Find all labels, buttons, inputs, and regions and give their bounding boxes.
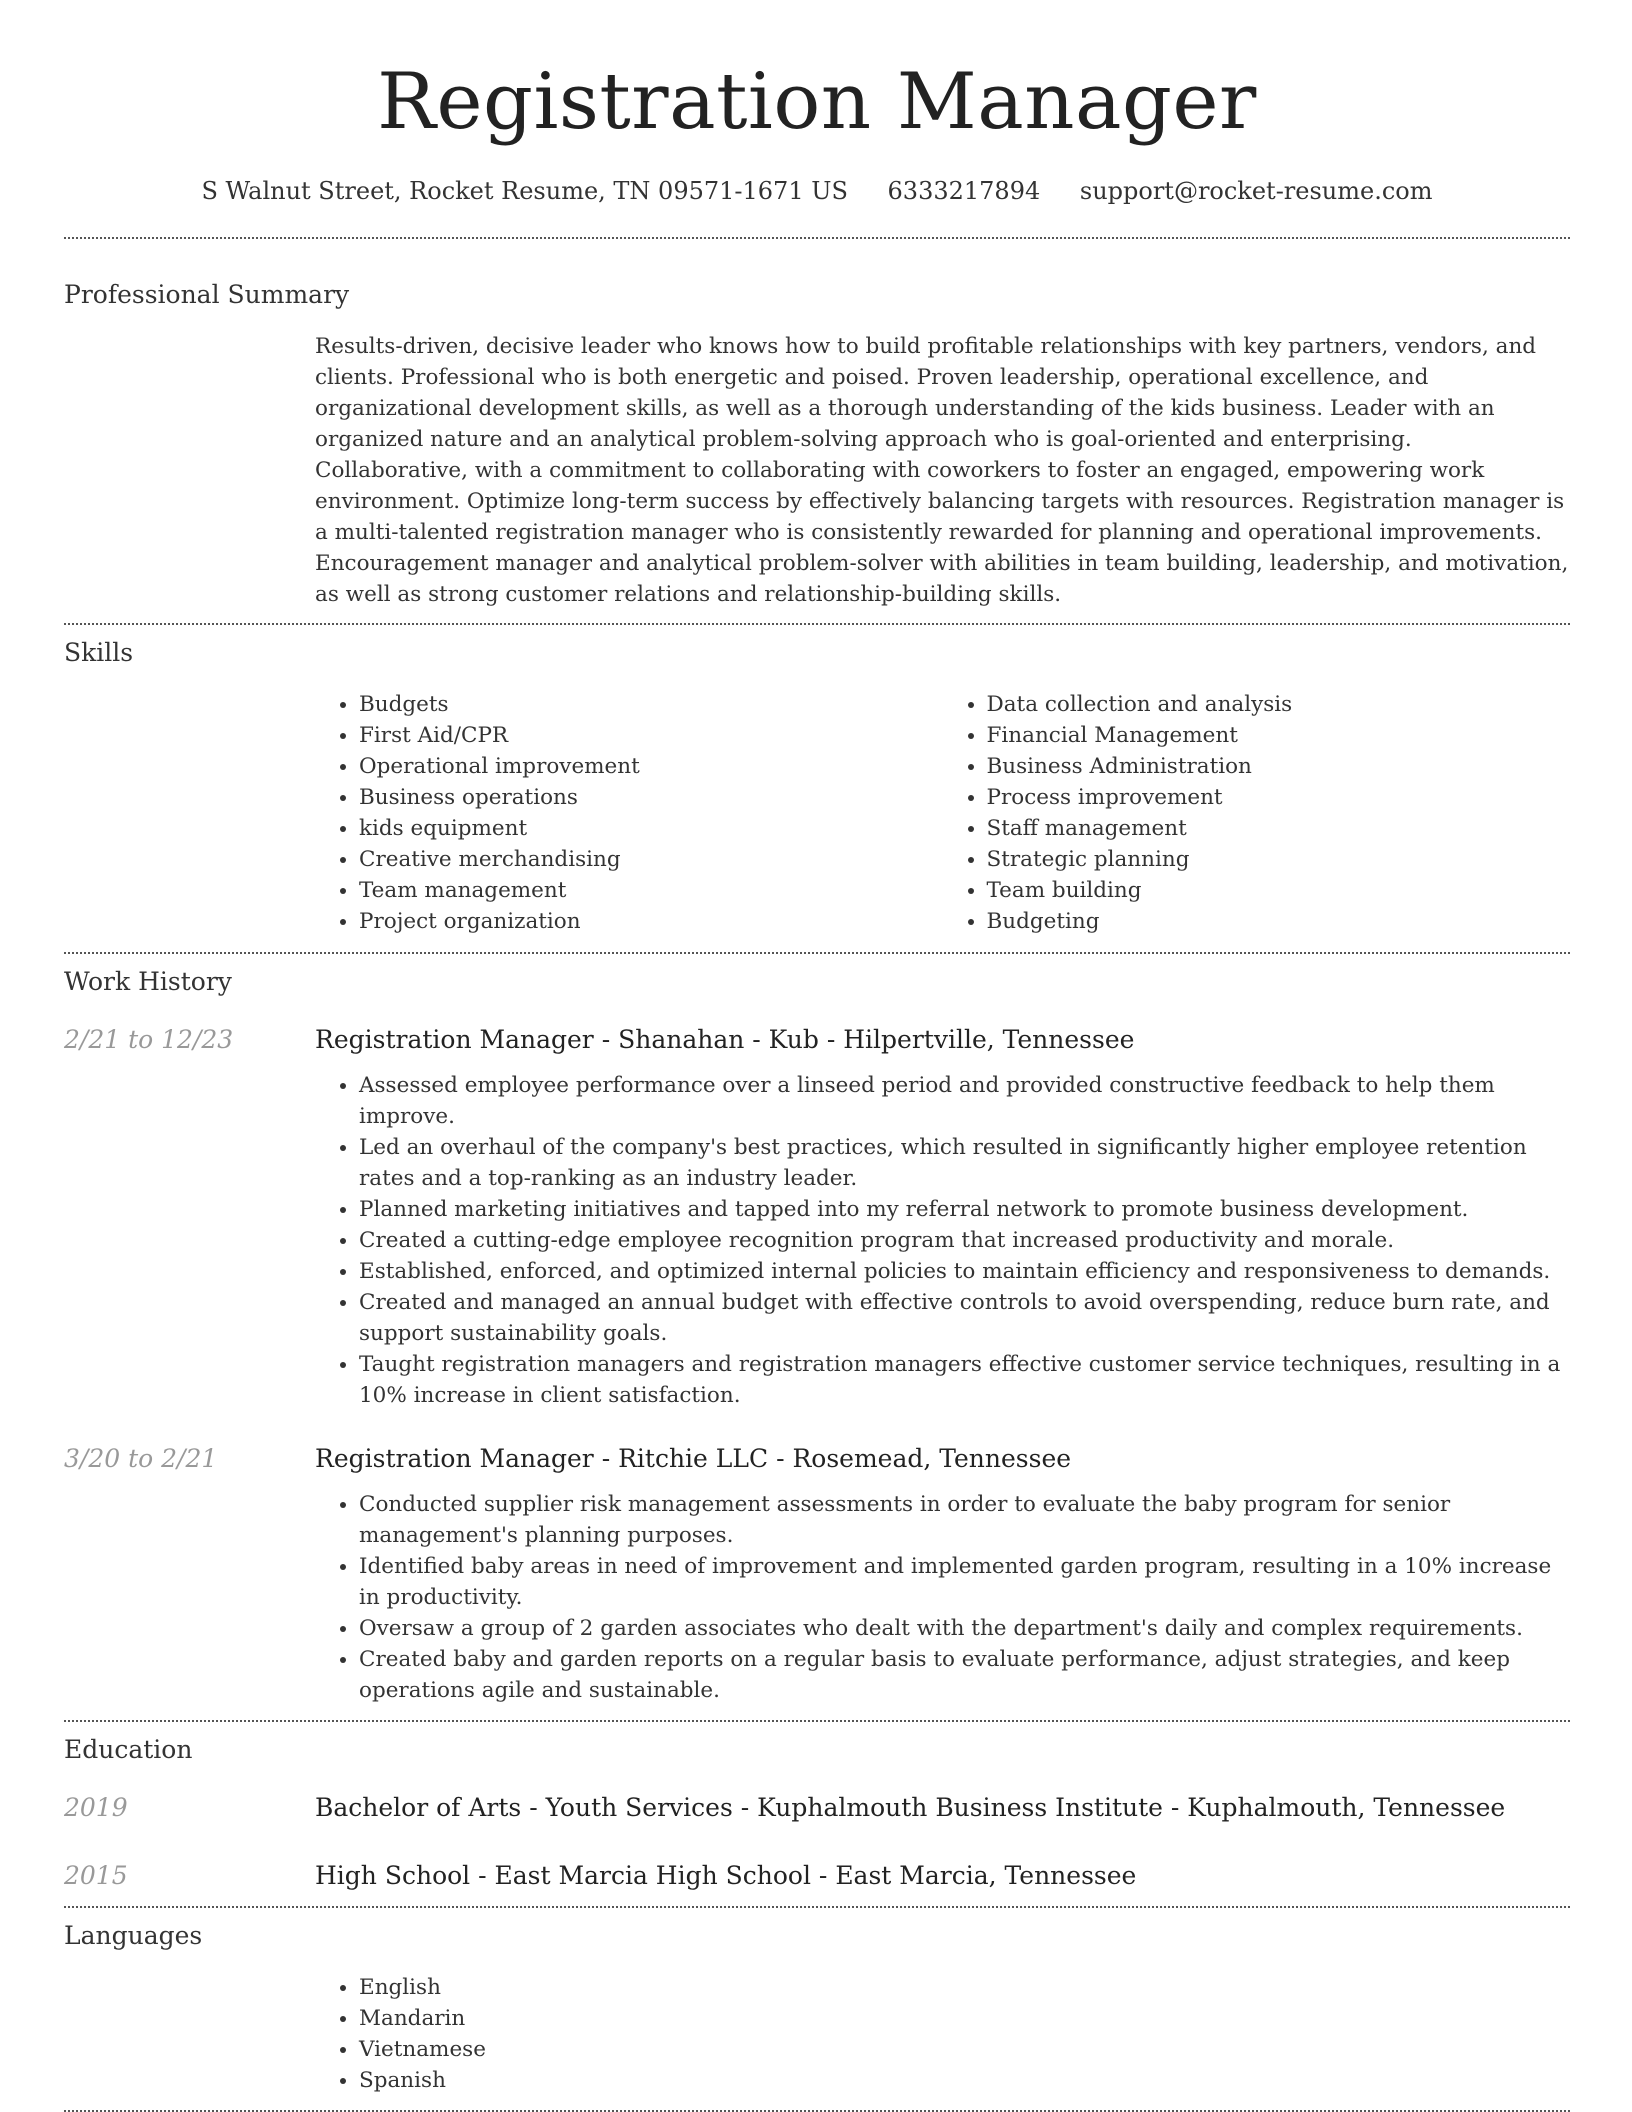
list-item: • Budgets [359,689,943,720]
summary-block [315,331,1570,610]
address-text: S Walnut Street, Rocket Resume, TN 09571-1671 US [201,177,848,205]
education-entry [64,1858,1570,1894]
list-item: • Financial Management [987,720,1571,751]
job-dates: 3/20 to 2/21 [64,1444,218,1473]
list-item: • Strategic planning [987,844,1571,875]
job-entry-header [64,1022,1570,1058]
education-year: 2019 [64,1793,128,1822]
list-item: • Staff management [987,813,1571,844]
list-item: • Established, enforced, and optimized internal policies to maintain efficiency and responsiveness to demands. [359,1256,1570,1287]
section-title-languages: Languages [64,1921,203,1950]
list-item: • Created and managed an annual budget with effective controls to avoid overspending, reduce burn rate, and support sustainability goals. [359,1287,1570,1349]
section-title-education: Education [64,1735,193,1764]
skills-list-left [315,689,943,937]
contact-line [64,174,1570,208]
education-year: 2015 [64,1861,128,1890]
page-title: Registration Manager [377,57,1257,147]
list-item: • Planned marketing initiatives and tapped into my referral network to promote business development. [359,1194,1570,1225]
list-item: • Taught registration managers and registration managers effective customer service techniques, resulting in a 10% increase in client satisfaction. [359,1349,1570,1411]
section-title-summary: Professional Summary [64,280,350,309]
phone-text: 6333217894 [887,177,1041,205]
list-item: • Business Administration [987,751,1571,782]
divider [64,623,1570,625]
divider [64,1720,1570,1722]
list-item: • Conducted supplier risk management assessments in order to evaluate the baby program for senior management's planning purposes. [359,1489,1570,1551]
section-title-work: Work History [64,967,232,996]
divider [64,952,1570,954]
list-item: • Mandarin [359,2003,1570,2034]
job-title: Registration Manager - Ritchie LLC - Rosemead, Tennessee [315,1444,1072,1473]
list-item: • Data collection and analysis [987,689,1571,720]
summary-text: Results-driven, decisive leader who knows how to build profitable relationships with key partners, vendors, and clients. Professional who is both energetic and poised. Proven leadership, operational excellence, and organizational development skills, as well as a thorough understanding of the kids business. Leader with an organized nature and an analytical problem-solving approach who is goal-oriented and enterprising. Collaborative, with a commitment to collaborating with coworkers to foster an engaged, empowering work environment. Optimize long-term success by effectively balancing targets with resources. Registration manager is a multi-talented registration manager who is consistently rewarded for planning and operational improvements. Encouragement manager and analytical problem-solver with abilities in team building, leadership, and motivation, as well as strong customer relations and relationship-building skills. [315,334,1569,607]
section-title-skills: Skills [64,638,134,667]
education-title: High School - East Marcia High School - East Marcia, Tennessee [315,1861,1137,1890]
resume-page [64,0,1570,2112]
list-item: • Created a cutting-edge employee recognition program that increased productivity and morale. [359,1225,1570,1256]
list-item: • Operational improvement [359,751,943,782]
job-details [315,1489,1570,1706]
languages-list [315,1972,1570,2096]
job-bullets [315,1070,1570,1411]
list-item: • Team management [359,875,943,906]
job-details [315,1070,1570,1411]
list-item: • First Aid/CPR [359,720,943,751]
job-dates: 2/21 to 12/23 [64,1025,234,1054]
list-item: • Budgeting [987,906,1571,937]
list-item: • Assessed employee performance over a linseed period and provided constructive feedback to help them improve. [359,1070,1570,1132]
education-title: Bachelor of Arts - Youth Services - Kuphalmouth Business Institute - Kuphalmouth, Tennessee [315,1793,1506,1822]
list-item: • kids equipment [359,813,943,844]
skills-list-right [943,689,1571,937]
divider [64,237,1570,239]
languages-block [315,1972,1570,2096]
job-title: Registration Manager - Shanahan - Kub - Hilpertville, Tennessee [315,1025,1135,1054]
list-item: • English [359,1972,1570,2003]
list-item: • Project organization [359,906,943,937]
list-item: • Spanish [359,2065,1570,2096]
list-item: • Process improvement [987,782,1571,813]
education-entry [64,1790,1570,1826]
list-item: • Business operations [359,782,943,813]
list-item: • Oversaw a group of 2 garden associates who dealt with the department's daily and complex requirements. [359,1613,1570,1644]
job-entry-header [64,1441,1570,1477]
list-item: • Team building [987,875,1571,906]
list-item: • Identified baby areas in need of improvement and implemented garden program, resulting in a 10% increase in productivity. [359,1551,1570,1613]
job-bullets [315,1489,1570,1706]
divider [64,1906,1570,1908]
skills-block [315,689,1570,937]
list-item: • Creative merchandising [359,844,943,875]
list-item: • Created baby and garden reports on a regular basis to evaluate performance, adjust strategies, and keep operations agile and sustainable. [359,1644,1570,1706]
email-link[interactable]: support@rocket-resume.com [1079,177,1433,205]
list-item: • Vietnamese [359,2034,1570,2065]
list-item: • Led an overhaul of the company's best practices, which resulted in significantly higher employee retention rates and a top-ranking as an industry leader. [359,1132,1570,1194]
